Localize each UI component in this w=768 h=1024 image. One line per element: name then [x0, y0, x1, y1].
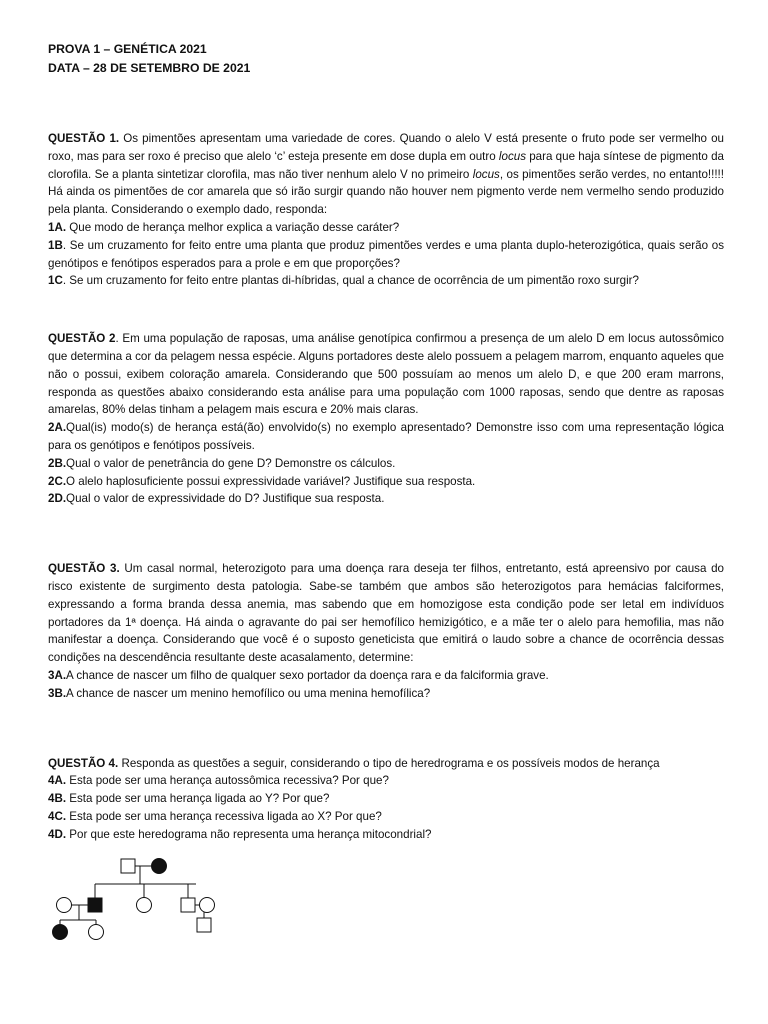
pedigree-female-unaffected [57, 898, 72, 913]
pedigree-female-unaffected [89, 925, 104, 940]
pedigree-female-unaffected [137, 898, 152, 913]
question-1a: 1A. Que modo de herança melhor explica a variação desse caráter? [48, 220, 400, 234]
pedigree-female-affected [53, 925, 68, 940]
question-1b: 1B. Se um cruzamento for feito entre uma planta que produz pimentões verdes e uma planta duplo-heterozigótica, quais serão os genótipos e fenótipos esperados para a prole e em que proporções? [48, 238, 724, 270]
question-4c: 4C. Esta pode ser uma herança recessiva ligada ao X? Por que? [48, 809, 382, 823]
pedigree-male-unaffected [181, 898, 195, 912]
question-1c: 1C. Se um cruzamento for feito entre plantas di-híbridas, qual a chance de ocorrência de um pimentão roxo surgir? [48, 274, 639, 288]
question-4-label: QUESTÃO 4. [48, 756, 119, 770]
pedigree-male-unaffected [197, 918, 211, 932]
exam-page [48, 40, 724, 844]
pedigree-female-unaffected [200, 898, 215, 913]
question-2-label: QUESTÃO 2 [48, 332, 116, 346]
pedigree-male-affected [88, 898, 102, 912]
question-2c: 2C.O alelo haplosuficiente possui expressividade variável? Justifique sua resposta. [48, 474, 476, 488]
question-4b: 4B. Esta pode ser uma herança ligada ao Y? Por que? [48, 792, 330, 806]
question-3-label: QUESTÃO 3. [48, 562, 120, 576]
exam-title: PROVA 1 – GENÉTICA 2021 [48, 42, 207, 56]
question-1-label: QUESTÃO 1. [48, 132, 120, 145]
exam-date: DATA – 28 DE SETEMBRO DE 2021 [48, 61, 251, 75]
question-3-intro: QUESTÃO 3. Um casal normal, heterozigoto para uma doença rara deseja ter filhos, entretanto, está apreensivo por causa do risco existente de surgimento desta patologia. Sabe-se também que ambos são heterozigotos para hemácias falciformes, expressando a forma branda dessa anemia, mas sabendo que em homozigose esta condição pode ser letal em indivíduos portadores da 1ª doença. Há ainda o agravante do pai ser hemofílico hemizigótico, e a mãe ter o alelo para hemofilia, mas não manifestar a doença. Considerando que você é o suposto geneticista que emitirá o laudo sobre a chance de ocorrência dessas condições na descendência resultante deste acasalamento, determine: [48, 562, 724, 665]
question-4-intro: QUESTÃO 4. Responda as questões a seguir, considerando o tipo de heredrograma e os possíveis modos de herança [48, 756, 660, 770]
question-4 [48, 755, 724, 844]
question-2-intro: QUESTÃO 2. Em uma população de raposas, uma análise genotípica confirmou a presença de um alelo D em locus autossômico que determina a cor da pelagem nessa espécie. Alguns portadores deste alelo possuem a pelagem marrom, enquanto aqueles que não o possui, exibem coloração amarela. Considerando que 500 possuíam ao menos um alelo D, e que 200 eram marrons, responda as questões abaixo considerando esta análise para uma população com 1000 raposas, sendo que dentre as raposas amarelas, 80% delas tinham a pelagem mais escura e 20% mais claras. [48, 332, 725, 417]
question-3 [48, 560, 724, 702]
question-4d: 4D. Por que este heredograma não representa uma herança mitocondrial? [48, 827, 432, 841]
question-3a: 3A.A chance de nascer um filho de qualquer sexo portador da doença rara e da falciformia grave. [48, 668, 549, 682]
question-2a: 2A.Qual(is) modo(s) de herança está(ão) envolvido(s) no exemplo apresentado? Demonstre isso com uma representação lógica para os genótipos e fenótipos possíveis. [48, 421, 724, 452]
question-2d: 2D.Qual o valor de expressividade do D? Justifique sua resposta. [48, 492, 385, 506]
question-2 [48, 330, 724, 508]
pedigree-female-affected [152, 859, 167, 874]
question-3b: 3B.A chance de nascer um menino hemofílico ou uma menina hemofílica? [48, 686, 431, 700]
question-1 [48, 130, 724, 290]
pedigree-diagram [48, 858, 248, 948]
pedigree-male-unaffected [121, 859, 135, 873]
question-1-intro: QUESTÃO 1. Os pimentões apresentam uma variedade de cores. Quando o alelo V está presente o fruto pode ser vermelho ou roxo, mas para ser roxo é preciso que alelo ‘c’ esteja presente em dose dupla em outro locus para que haja síntese de pigmento da clorofila. Se a planta sintetizar clorofila, mas não tiver nenhum alelo V no primeiro locus, os pimentões serão verdes, no entanto!!!!! Há ainda os pimentões de cor amarela que só irão surgir quando não houver nem pigmento verde nem vermelho sendo produzido pela planta. Considerando o exemplo dado, responda: [48, 132, 724, 217]
question-2b: 2B.Qual o valor de penetrância do gene D? Demonstre os cálculos. [48, 456, 396, 470]
question-4a: 4A. Esta pode ser uma herança autossômica recessiva? Por que? [48, 774, 389, 788]
